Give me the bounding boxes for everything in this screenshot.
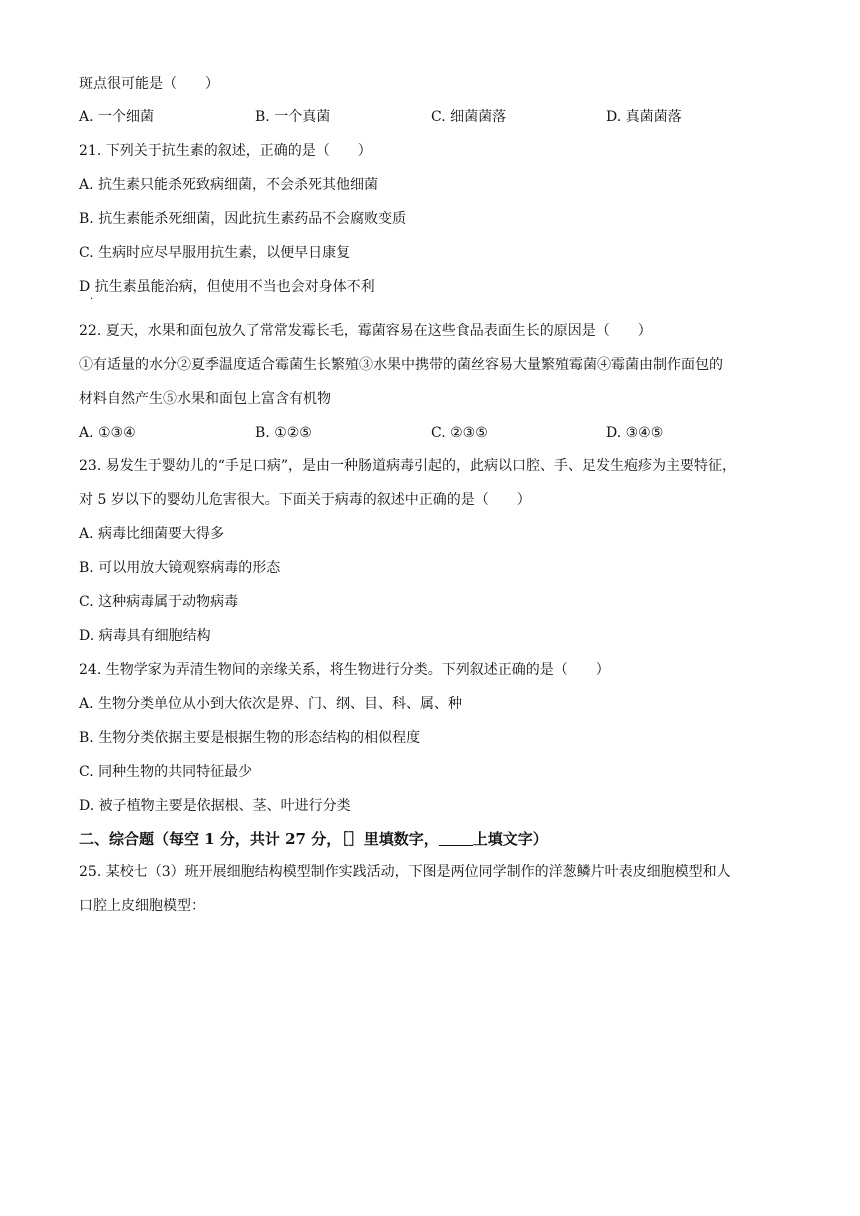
q21-stem: 21. 下列关于抗生素的叙述，正确的是（ ） xyxy=(79,143,372,159)
q23-line2: 对 5 岁以下的婴幼儿危害很大。下面关于病毒的叙述中正确的是（ ） xyxy=(79,492,531,508)
dot-mark: · xyxy=(90,294,94,305)
blank-underline xyxy=(439,831,473,846)
q21-option-a: A. 抗生素只能杀死致病细菌，不会杀死其他细菌 xyxy=(79,177,379,193)
section-heading-tail: 上填文字） xyxy=(472,830,548,848)
q20-option-c: C. 细菌菌落 xyxy=(431,109,507,125)
q24-option-b: B. 生物分类依据主要是根据生物的形态结构的相似程度 xyxy=(79,730,421,746)
q20-tail: 斑点很可能是（ ） xyxy=(79,76,219,92)
q25-line1: 25. 某校七（3）班开展细胞结构模型制作实践活动，下图是两位同学制作的洋葱鳞片叶表皮细胞模型和人 xyxy=(79,864,731,880)
q22-option-d: D. ③④⑤ xyxy=(606,425,664,441)
q22-option-c: C. ②③⑤ xyxy=(431,425,488,441)
q23-option-d: D. 病毒具有细胞结构 xyxy=(79,628,211,644)
section-heading xyxy=(79,829,548,849)
q24-option-c: C. 同种生物的共同特征最少 xyxy=(79,764,253,780)
q24-option-d: D. 被子植物主要是依据根、茎、叶进行分类 xyxy=(79,798,351,814)
q21-option-d: D 抗生素虽能治病，但使用不当也会对身体不利 xyxy=(79,279,375,295)
q20-option-d: D. 真菌菌落 xyxy=(606,109,682,125)
q22-option-b: B. ①②⑤ xyxy=(255,425,312,441)
q21-option-c: C. 生病时应尽早服用抗生素，以便早日康复 xyxy=(79,245,351,261)
q23-stem: 23. 易发生于婴幼儿的“手足口病”，是由一种肠道病毒引起的，此病以口腔、手、足发生疱疹为主要特征， xyxy=(79,458,737,474)
q22-stem: 22. 夏天，水果和面包放久了常常发霉长毛，霉菌容易在这些食品表面生长的原因是（ ） xyxy=(79,323,652,339)
q22-option-a: A. ①③④ xyxy=(79,425,136,441)
q23-option-c: C. 这种病毒属于动物病毒 xyxy=(79,594,239,610)
q20-option-a: A. 一个细菌 xyxy=(79,109,155,125)
q23-option-b: B. 可以用放大镜观察病毒的形态 xyxy=(79,560,281,576)
q24-stem: 24. 生物学家为弄清生物间的亲缘关系，将生物进行分类。下列叙述正确的是（ ） xyxy=(79,662,610,678)
q21-option-b: B. 抗生素能杀死细菌，因此抗生素药品不会腐败变质 xyxy=(79,211,407,227)
q25-line2: 口腔上皮细胞模型： xyxy=(79,898,205,914)
q22-line2: ①有适量的水分②夏季温度适合霉菌生长繁殖③水果中携带的菌丝容易大量繁殖霉菌④霉菌由制作面包的 xyxy=(79,357,723,373)
q24-option-a: A. 生物分类单位从小到大依次是界、门、纲、目、科、属、种 xyxy=(79,696,463,712)
q23-option-a: A. 病毒比细菌要大得多 xyxy=(79,526,225,542)
q22-line3: 材料自然产生⑤水果和面包上富含有机物 xyxy=(79,391,331,407)
q20-option-b: B. 一个真菌 xyxy=(255,109,331,125)
section-heading-head: 二、综合题（每空 1 分，共计 27 分，［］里填数字， xyxy=(79,830,439,848)
